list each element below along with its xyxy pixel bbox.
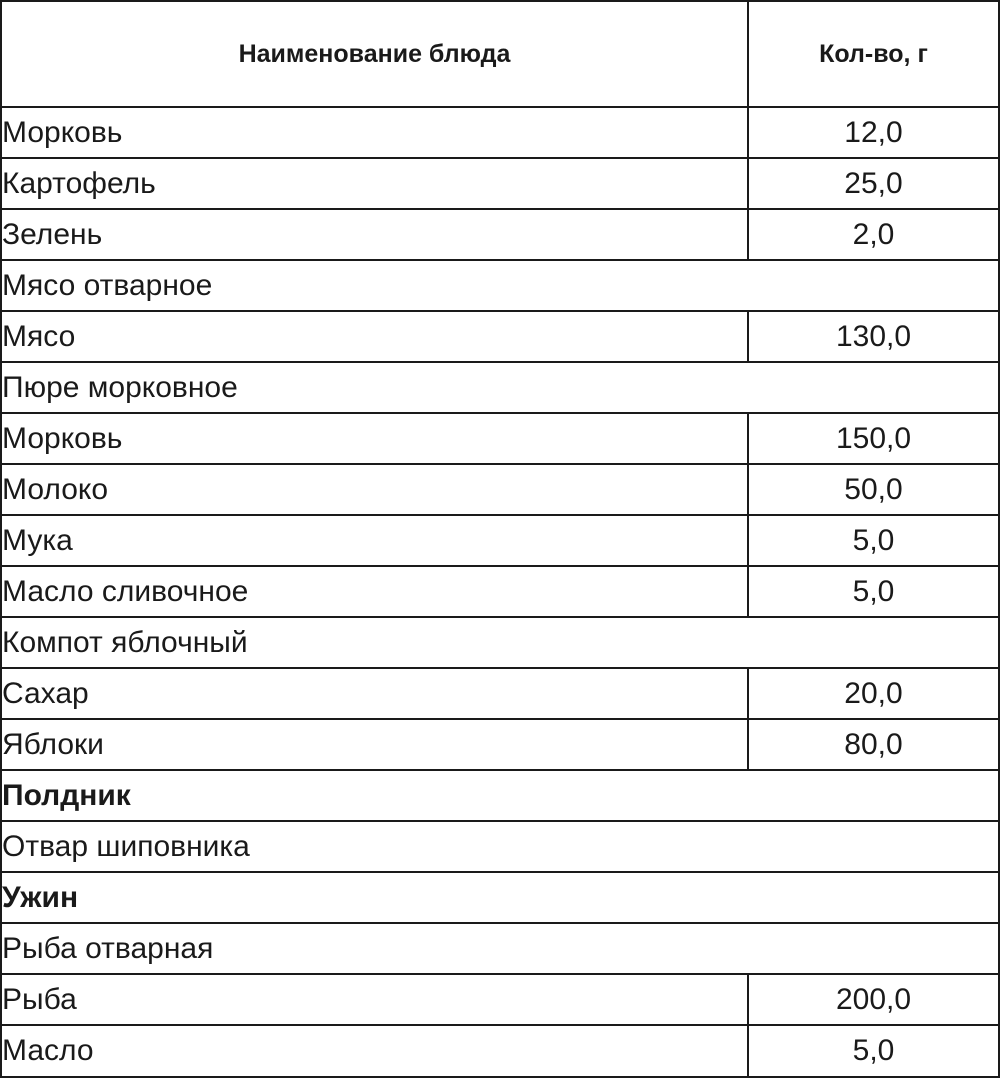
ingredient-name: Яблоки: [1, 719, 748, 770]
ingredient-quantity: 20,0: [748, 668, 999, 719]
ingredient-name: Молоко: [1, 464, 748, 515]
meal-heading: Полдник: [1, 770, 999, 821]
ingredient-name: Картофель: [1, 158, 748, 209]
ingredient-name: Зелень: [1, 209, 748, 260]
ingredient-name: Мясо: [1, 311, 748, 362]
table-row: [1, 719, 999, 770]
ingredient-quantity: 130,0: [748, 311, 999, 362]
header-quantity: Кол-во, г: [748, 1, 999, 107]
table-row: [1, 923, 999, 974]
ingredient-quantity: 80,0: [748, 719, 999, 770]
ingredient-name: Масло сливочное: [1, 566, 748, 617]
table-row: [1, 1025, 999, 1077]
table-row: [1, 515, 999, 566]
table-body: [1, 107, 999, 1077]
table-row: [1, 464, 999, 515]
table-row: [1, 974, 999, 1025]
ingredient-quantity: 25,0: [748, 158, 999, 209]
ingredient-quantity: 200,0: [748, 974, 999, 1025]
dish-name: Пюре морковное: [1, 362, 999, 413]
ingredient-name: Мука: [1, 515, 748, 566]
table-row: [1, 413, 999, 464]
table-header-row: [1, 1, 999, 107]
table-row: [1, 311, 999, 362]
table-row: [1, 158, 999, 209]
table-row: [1, 872, 999, 923]
dish-name: Рыба отварная: [1, 923, 999, 974]
dish-name: Мясо отварное: [1, 260, 999, 311]
ingredient-name: Морковь: [1, 413, 748, 464]
table-row: [1, 821, 999, 872]
ingredient-quantity: 2,0: [748, 209, 999, 260]
ingredient-name: Рыба: [1, 974, 748, 1025]
header-dish-name: Наименование блюда: [1, 1, 748, 107]
table-row: [1, 362, 999, 413]
meal-heading: Ужин: [1, 872, 999, 923]
ingredient-name: Масло: [1, 1025, 748, 1077]
dish-name: Отвар шиповника: [1, 821, 999, 872]
table-row: [1, 107, 999, 158]
ingredient-name: Сахар: [1, 668, 748, 719]
ingredient-name: Морковь: [1, 107, 748, 158]
table-row: [1, 209, 999, 260]
table-row: [1, 668, 999, 719]
ingredient-quantity: 5,0: [748, 515, 999, 566]
table-row: [1, 770, 999, 821]
dish-name: Компот яблочный: [1, 617, 999, 668]
table-row: [1, 617, 999, 668]
ingredient-quantity: 5,0: [748, 1025, 999, 1077]
ingredient-quantity: 12,0: [748, 107, 999, 158]
ingredient-quantity: 150,0: [748, 413, 999, 464]
ingredient-quantity: 50,0: [748, 464, 999, 515]
table-row: [1, 260, 999, 311]
table-row: [1, 566, 999, 617]
ingredient-quantity: 5,0: [748, 566, 999, 617]
